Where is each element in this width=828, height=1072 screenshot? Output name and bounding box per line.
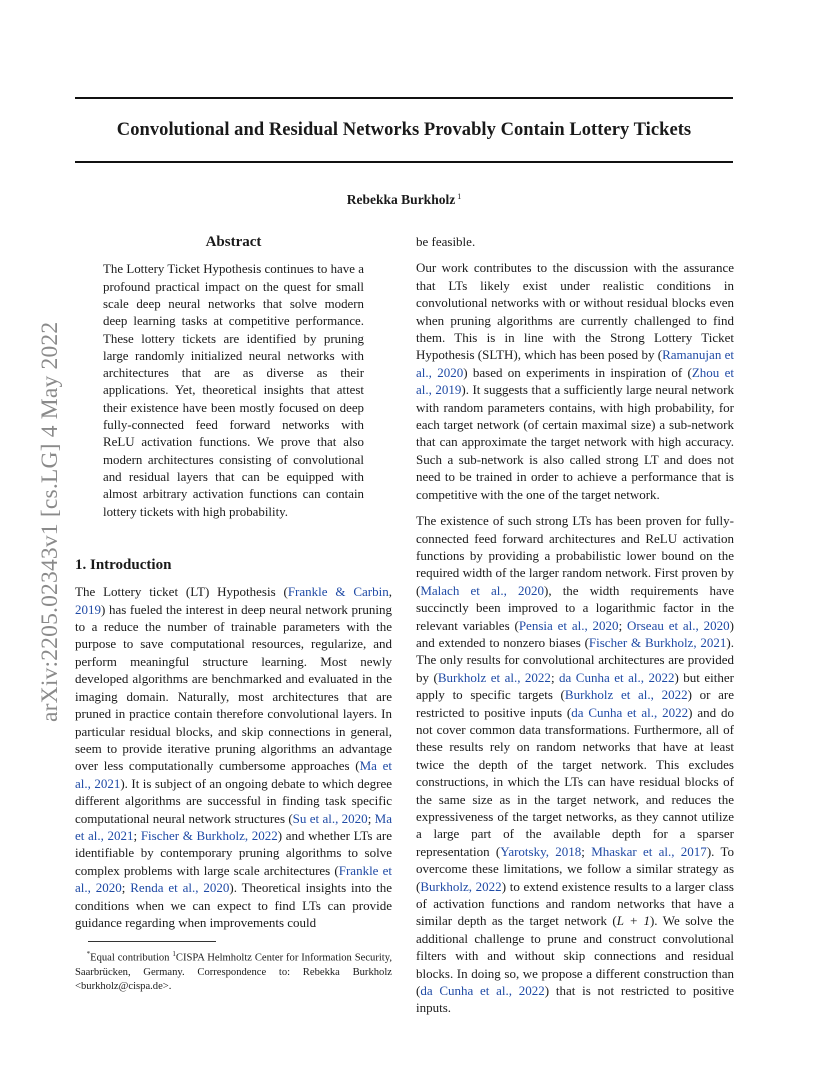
text-run: The existence of such strong LTs has been proven for fully-connected feed forward architectures and ReLU activation functions by providing a probabilistic lower bound on the required width of the larger random network. First proven by ( <box>416 513 734 598</box>
section-heading-introduction: 1. Introduction <box>75 556 172 573</box>
text-run: ; <box>133 827 141 843</box>
citation-link[interactable]: Zhou et al., 2019 <box>416 364 734 398</box>
text-run: ). Theoretical insights into the conditions when we can expect to find LTs can provide guidance regarding when improvements could <box>75 880 392 930</box>
abstract-heading: Abstract <box>205 234 262 250</box>
text-run: ), the width requirements have succinctly been improved to a logarithmic factor in the relevant variables ( <box>416 582 734 633</box>
text-run: ; <box>581 843 592 859</box>
footnote <box>75 947 392 994</box>
citation-link[interactable]: da Cunha et al., 2022 <box>559 669 675 685</box>
math-expression: L + 1 <box>616 913 650 929</box>
citation-link[interactable]: Su et al., 2020 <box>292 810 368 826</box>
citation-link[interactable]: Ma et al., 2021 <box>75 758 392 791</box>
left-column <box>75 232 392 994</box>
footnote-text: Equal contribution <box>90 952 173 964</box>
footnote-rule <box>88 941 216 942</box>
text-run: ) but either apply to specific targets ( <box>416 669 734 703</box>
arxiv-stamp <box>17 282 63 722</box>
citation-link[interactable]: Frankle et al., 2020 <box>75 862 392 896</box>
footnote-star: * <box>86 950 91 959</box>
citation-link[interactable]: Burkholz et al., 2022 <box>564 687 688 703</box>
title-top-rule <box>75 97 733 99</box>
citation-link[interactable]: Ramanujan et al., 2020 <box>416 347 734 380</box>
citation-link[interactable]: 2019 <box>75 601 101 617</box>
text-run: ) and extended to nonzero biases ( <box>416 617 734 650</box>
text-run: ; <box>121 880 131 896</box>
title-bottom-rule <box>75 161 733 163</box>
citation-link[interactable]: Pensia et al., 2020 <box>518 617 619 633</box>
citation-link[interactable]: Malach et al., 2020 <box>420 582 544 598</box>
footnote-affiliation-mark: 1 <box>172 950 176 959</box>
citation-link[interactable]: Fischer & Burkholz, 2022 <box>140 827 278 843</box>
citation-link[interactable]: Ma et al., 2021 <box>75 810 392 843</box>
right-column <box>416 233 734 1017</box>
text-run: ). To overcome these limitations, we follow a similar strategy as ( <box>416 843 734 894</box>
citation-link[interactable]: Renda et al., 2020 <box>130 880 230 896</box>
text-run: ; <box>367 810 375 826</box>
text-run: ). It is subject of an ongoing debate to which degree different algorithms are successful in finding task specific computational neural network structures ( <box>75 775 392 826</box>
citation-link[interactable]: Fischer & Burkholz, 2021 <box>588 634 727 650</box>
text-run: ) to extend existence results to a larger class of activation functions and random networks that have a similar depth as the target network ( <box>416 878 734 929</box>
text-run: ) and do not cover common data transformations. Furthermore, all of these results rely on random networks that have at least twice the depth of the target network. This excludes constructions, in which the LTs can have residual blocks of the same size as in the target network, and reduces the expressiveness of the target networks, as they cannot utilize a large part of the available depth for a sparser representation ( <box>416 704 734 859</box>
citation-link[interactable]: Burkholz, 2022 <box>420 878 502 894</box>
text-run: ) has fueled the interest in deep neural network pruning to a reduce the number of trainable parameters with the purpose to save computational resources, regularize, and perform meaningful structure learning. Most newly developed algorithms are benchmarked and evaluated in the imaging domain. Naturally, most architectures that are pruned in practice contain therefore convolutional layers. In particular residual blocks, and skip connections in general, seem to provide iterative pruning algorithms an advantage over less computationally cumbersome approaches ( <box>75 601 392 774</box>
paragraph-slth <box>416 259 734 503</box>
paragraph-continuation: be feasible. <box>416 234 476 249</box>
citation-link[interactable]: Mhaskar et al., 2017 <box>591 843 707 859</box>
author-name: Rebekka Burkholz <box>346 192 456 207</box>
citation-link[interactable]: da Cunha et al., 2022 <box>571 704 689 720</box>
text-run: ) based on experiments in inspiration of ( <box>463 364 692 380</box>
citation-link[interactable]: da Cunha et al., 2022 <box>420 983 545 999</box>
text-run: ). It suggests that a sufficiently large neural network with random parameters contains, with high probability, for each target network (of certain maximal size) a sub-network that can approximate the target network with high accuracy. Such a sub-network is also called strong LT and does not need to be trained in order to achieve a performance that is competitive with the one of the target network. <box>416 382 735 502</box>
citation-link[interactable]: Orseau et al., 2020 <box>627 617 730 633</box>
text-run: ) or are restricted to positive inputs ( <box>416 687 735 720</box>
text-run: ) and whether LTs are identifiable by contemporary pruning algorithms to solve complex problems with large scale architectures ( <box>75 827 392 878</box>
text-run: ; <box>618 617 628 633</box>
abstract-text: The Lottery Ticket Hypothesis continues to have a profound practical impact on the quest for small scale deep neural networks that solve modern deep learning tasks at competitive performance. These lottery tickets are identified by pruning large randomly initialized neural networks with architectures that are as diverse as their applications. Yet, theoretical insights that attest their existence have been mostly focused on deep fully-connected feed forward networks with ReLU activation functions. We prove that also modern architectures consisting of convolutional and residual layers that can be equipped with almost arbitrary activation functions can contain lottery tickets with high probability. <box>103 262 364 519</box>
text-run: ). We solve the additional challenge to prune and construct convolutional filters with and without skip connections and residual blocks. In doing so, we propose a different construction than ( <box>416 913 734 999</box>
text-run: ) that is not restricted to positive inputs. <box>416 983 734 1016</box>
text-run: , <box>388 584 392 600</box>
text-run: Our work contributes to the discussion with the assurance that LTs likely exist under realistic conditions in convolutional networks with or without residual blocks even when pruning algorithms are currently challenged to find them. This is in line with the Strong Lottery Ticket Hypothesis (SLTH), which has been posed by ( <box>416 260 734 363</box>
paragraph-existence <box>416 512 734 1017</box>
citation-link[interactable]: Yarotsky, 2018 <box>500 843 582 859</box>
text-run: ; <box>550 669 560 685</box>
text-run: The Lottery ticket (LT) Hypothesis ( <box>75 584 288 600</box>
arxiv-identifier: arXiv:2205.02343v1 [cs.LG] 4 May 2022 <box>37 321 63 722</box>
author-line <box>75 192 733 208</box>
text-run: ). The only results for convolutional architectures are provided by ( <box>416 634 734 685</box>
citation-link[interactable]: Frankle & Carbin <box>287 584 389 600</box>
footnote-affiliation: CISPA Helmholtz Center for Information Security, Saarbrücken, Germany. Correspondence to: Rebekka Burkholz <burkholz@cispa.de>. <box>75 952 393 992</box>
intro-paragraph <box>75 583 392 931</box>
author-affiliation-mark: 1 <box>457 192 462 201</box>
citation-link[interactable]: Burkholz et al., 2022 <box>437 669 551 685</box>
paper-title: Convolutional and Residual Networks Provably Contain Lottery Tickets <box>116 120 692 140</box>
